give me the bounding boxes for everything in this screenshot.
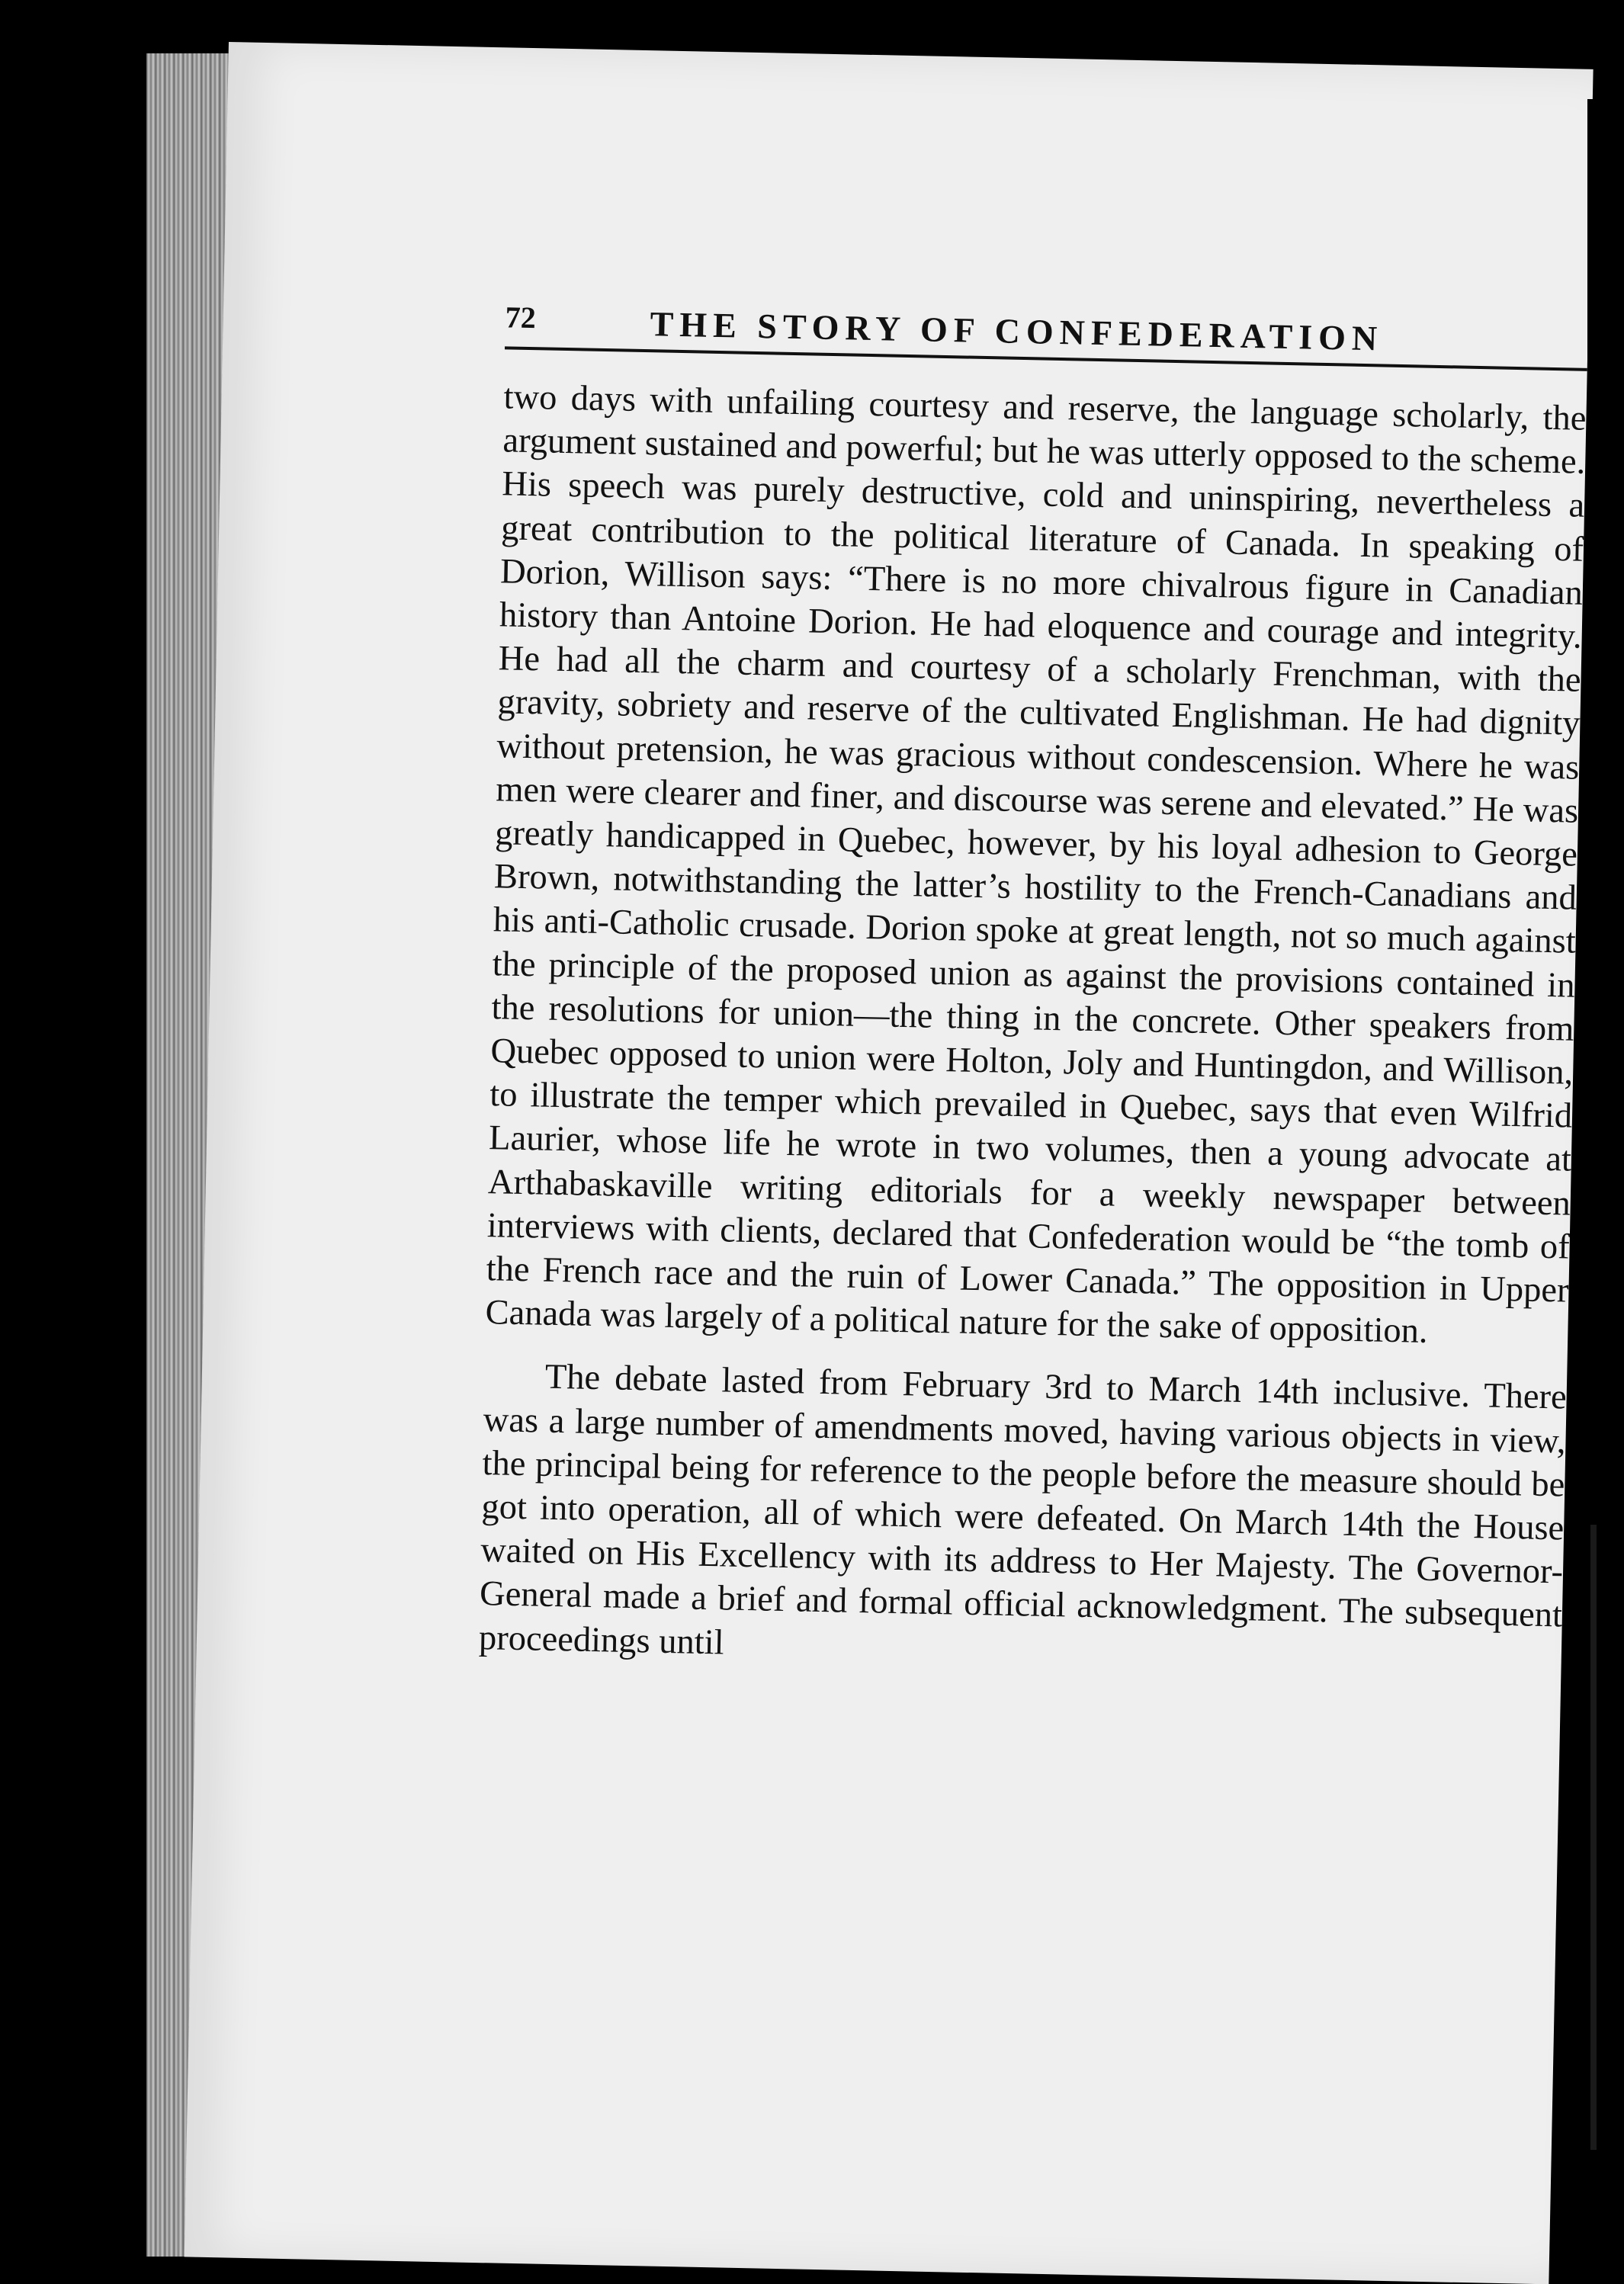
paragraph-2: The debate lasted from February 3rd to March 14th inclusive. There was a large number of amendments moved, having various objects in view, the principal being for reference to the people before the measure should be got into operation, all of which were defeated. On March 14th the House waited on His Excellency with its address to Her Majesty. The Governor-General made a brief and formal official acknowledgment. The subsequent proceedings until	[478, 1358, 1568, 1663]
page-header	[505, 299, 1588, 381]
body-text	[478, 375, 1587, 1681]
running-title: THE STORY OF CONFEDERATION	[650, 304, 1384, 358]
bookmark-ribbon	[1590, 1525, 1597, 2150]
page-number: 72	[505, 300, 537, 335]
paragraph-1: two days with unfailing courtesy and reserve, the language scholarly, the argument sustained and powerful; but he was utterly opposed to the scheme. His speech was purely destructive, cold and uninspiring, nevertheless a great contribution to the political literature of Canada. In speaking of Dorion, Willison says: “There is no more chivalrous figure in Canadian history than Antoine Dorion. He had eloquence and courage and integrity. He had all the charm and courtesy of a scholarly Frenchman, with the gravity, sobriety and reserve of the cultivated Englishman. He had dignity without pretension, he was gracious without condescension. Where he was men were clearer and finer, and discourse was serene and elevated.” He was greatly handicapped in Quebec, however, by his loyal adhesion to George Brown, notwithstanding the latter’s hostility to the French-Canadians and his anti-Catholic crusade. Dorion spoke at great length, not so much against the principle of the proposed union as against the provisions contained in the resolutions for union—the thing in the concrete. Other speakers from Quebec opposed to union were Holton, Joly and Huntingdon, and Willison, to illustrate the temper which prevailed in Quebec, says that even Wilfrid Laurier, whose life he wrote in two volumes, then a young advocate at Arthabaskaville writing editorials for a weekly newspaper between interviews with clients, declared that Confederation would be “the tomb of the French race and the ruin of Lower Canada.” The opposition in Upper Canada was largely of a political nature for the sake of opposition.	[485, 377, 1587, 1352]
book-page	[185, 42, 1594, 2284]
